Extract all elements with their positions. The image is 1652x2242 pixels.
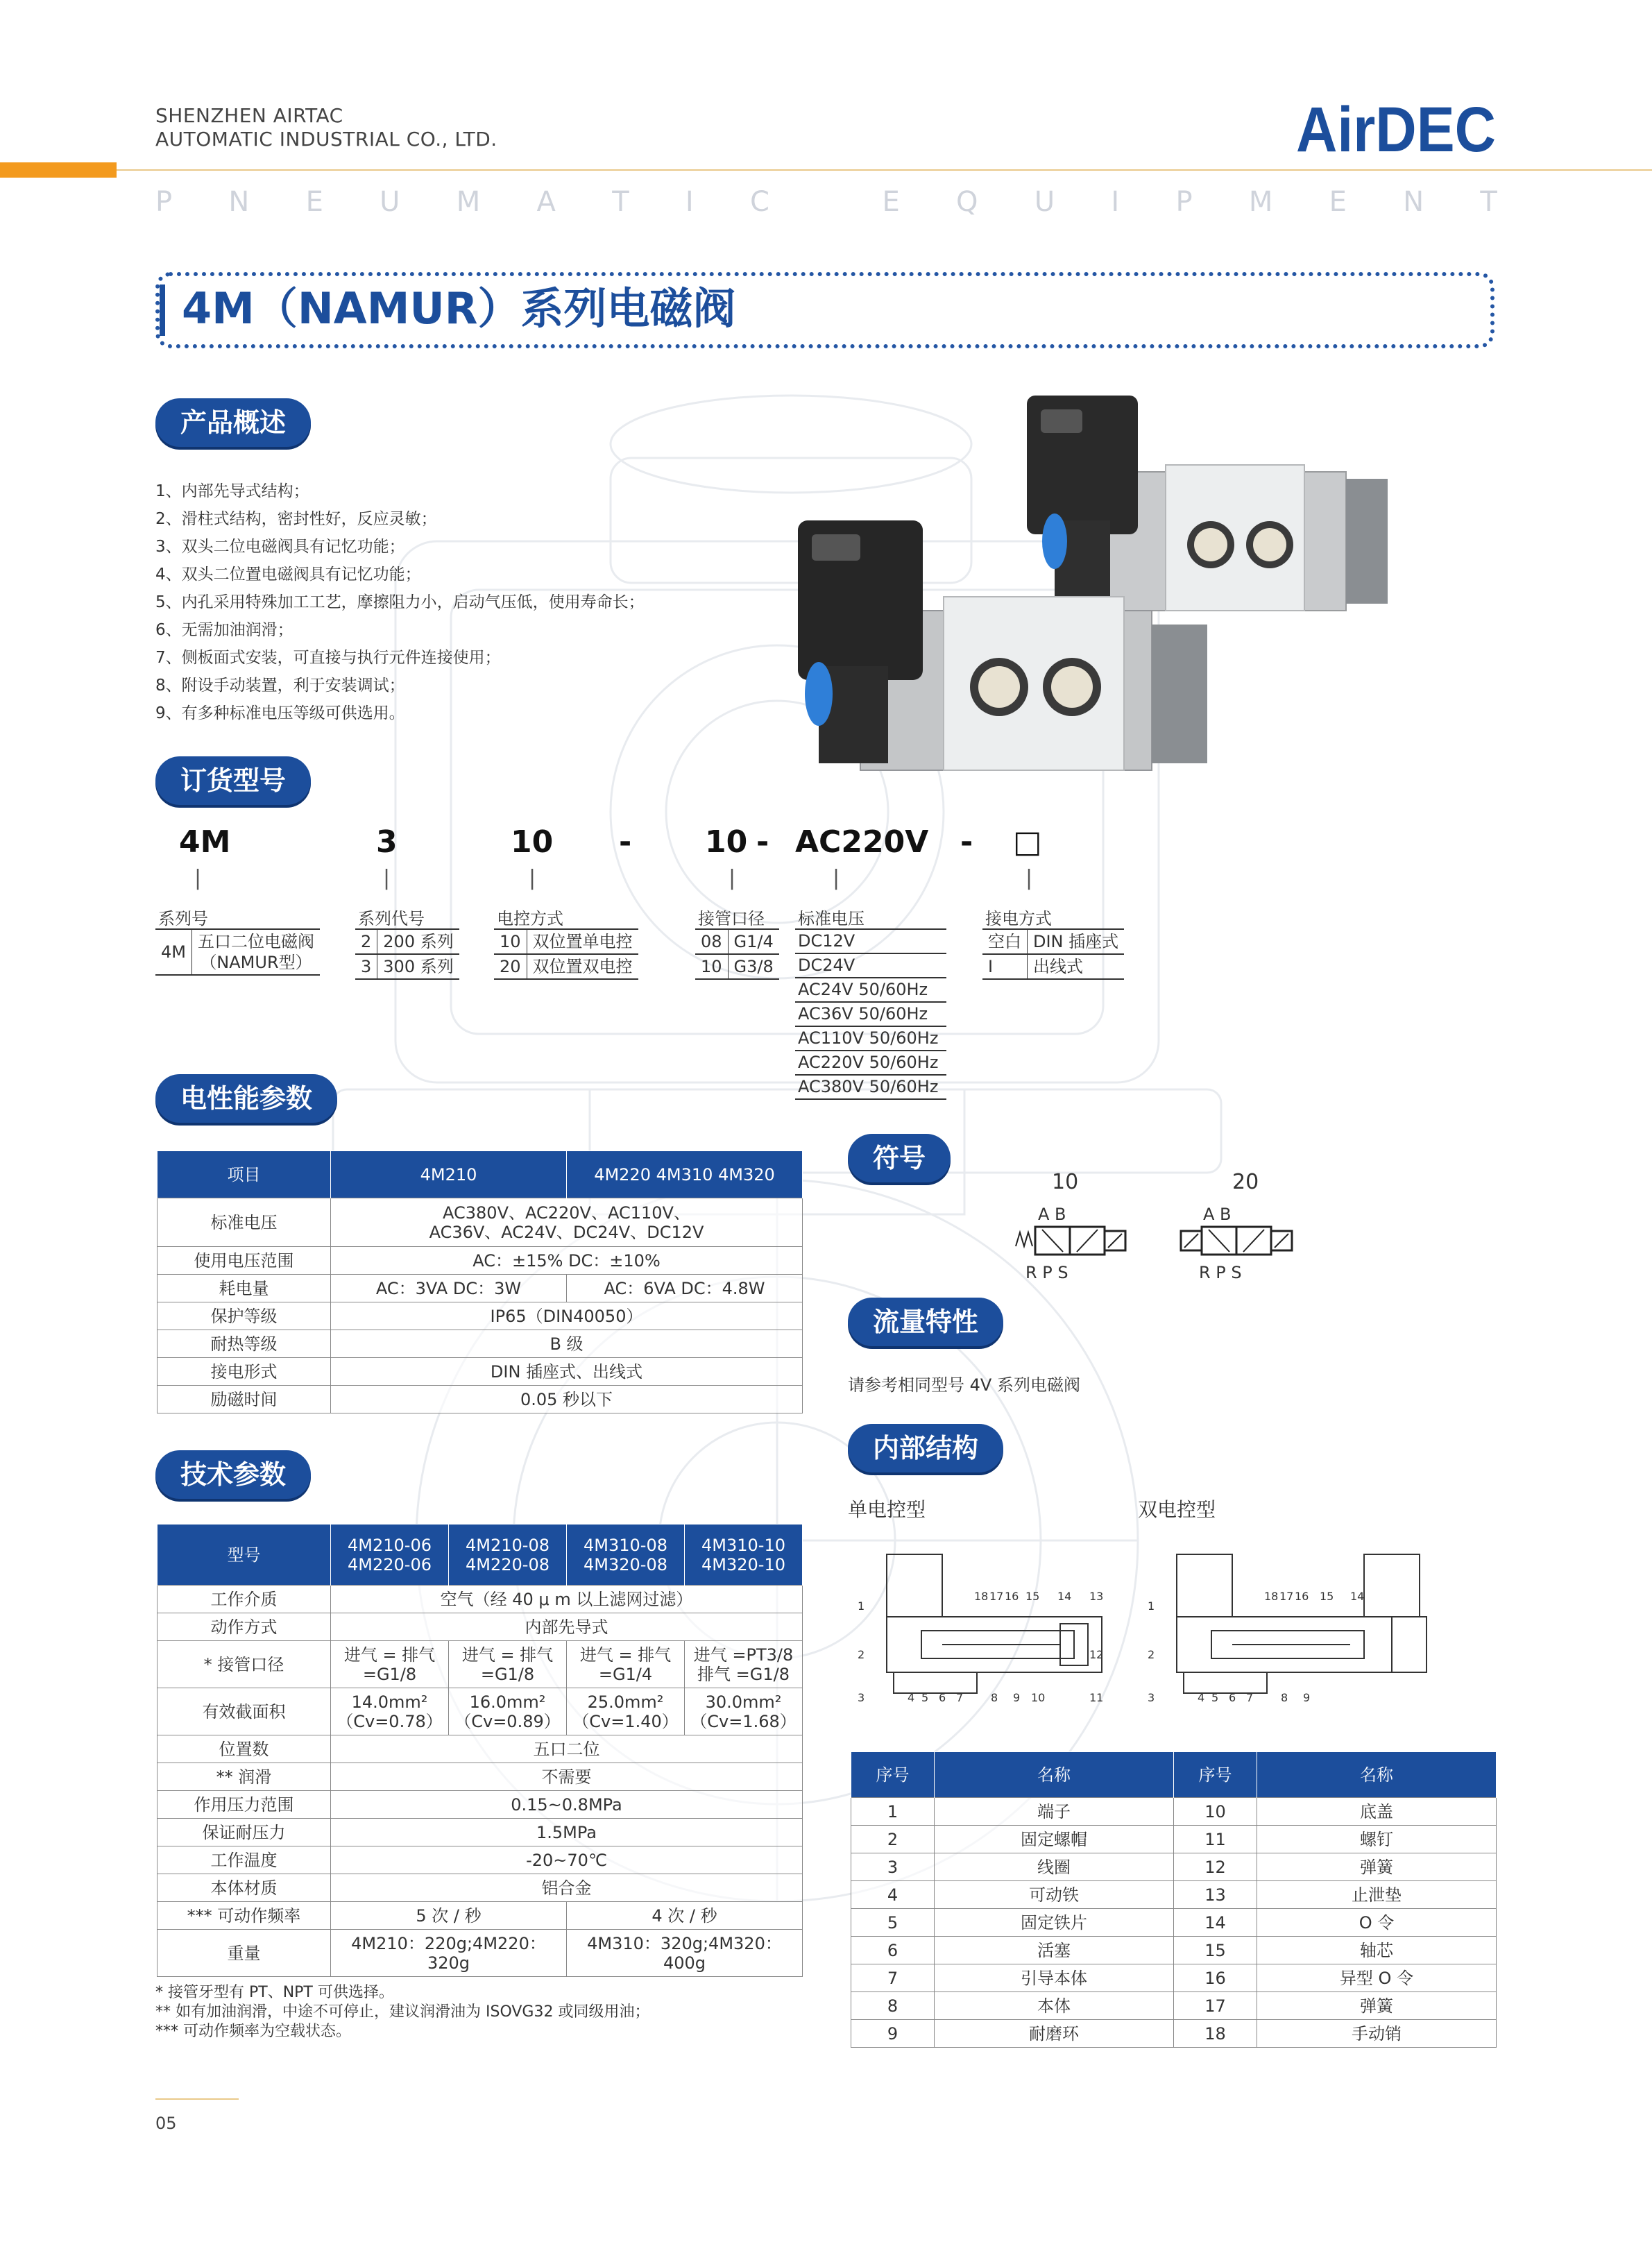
order-cell: 出线式 — [1028, 954, 1125, 979]
technical-header: 4M210-06 4M220-06 — [331, 1525, 449, 1586]
technical-value: 0.15~0.8MPa — [331, 1791, 803, 1819]
section-overview: 产品概述 — [155, 398, 311, 447]
tagline-letter: U — [380, 186, 400, 218]
electrical-label: 使用电压范围 — [157, 1247, 331, 1275]
tagline-letter: M — [456, 186, 481, 218]
order-control-head: 电控方式 — [497, 909, 563, 928]
symbol-rps: R P S — [1025, 1263, 1068, 1282]
technical-label: 重量 — [157, 1930, 331, 1977]
order-cell: 空白 — [982, 929, 1028, 954]
callout: 16 — [1295, 1590, 1309, 1603]
callout: 10 — [1031, 1691, 1046, 1704]
callout: 2 — [858, 1648, 865, 1661]
parts-cell: 底盖 — [1257, 1798, 1497, 1826]
technical-value: -20~70℃ — [331, 1846, 803, 1874]
structure-single-label: 单电控型 — [848, 1498, 926, 1521]
parts-cell: 4 — [851, 1881, 935, 1909]
symbol-ab: A B — [1038, 1206, 1066, 1224]
parts-cell: 5 — [851, 1909, 935, 1937]
parts-cell: 3 — [851, 1853, 935, 1881]
voltage-item: AC380V 50/60Hz — [795, 1076, 946, 1100]
electrical-table — [157, 1150, 803, 1413]
feature-item: 3、双头二位电磁阀具有记忆功能； — [155, 538, 405, 556]
order-port-table — [695, 928, 779, 980]
order-code-port: 10 — [705, 824, 748, 860]
order-cell: 200 系列 — [377, 929, 459, 954]
technical-value: 4 次 / 秒 — [567, 1902, 803, 1930]
section-structure: 内部结构 — [848, 1424, 1003, 1472]
order-cell: 双位置单电控 — [527, 929, 638, 954]
order-cell: 4M — [155, 929, 191, 975]
technical-table — [157, 1524, 803, 1977]
technical-value: 4M210：220g;4M220： 320g — [331, 1930, 567, 1977]
order-cell: 双位置双电控 — [527, 954, 638, 979]
callout: 5 — [921, 1691, 929, 1704]
electrical-value: AC：6VA DC：4.8W — [567, 1275, 803, 1302]
footer-rule — [155, 2098, 239, 2100]
technical-value: 进气 =PT3/8 排气 =G1/8 — [685, 1641, 803, 1688]
title-accent — [160, 285, 165, 336]
voltage-item: DC24V — [795, 954, 946, 978]
tagline-letter: E — [305, 186, 323, 218]
tagline-letter: I — [1111, 186, 1120, 218]
technical-header: 4M310-08 4M320-08 — [567, 1525, 685, 1586]
electrical-value: DIN 插座式、出线式 — [331, 1358, 803, 1386]
callout: 17 — [1279, 1590, 1294, 1603]
order-voltage-list — [795, 928, 946, 1100]
order-cell: 3 — [355, 954, 377, 979]
feature-item: 7、侧板面式安装，可直接与执行元件连接使用； — [155, 649, 501, 667]
technical-header: 型号 — [157, 1525, 331, 1586]
parts-cell: 15 — [1174, 1937, 1257, 1964]
voltage-item: AC36V 50/60Hz — [795, 1003, 946, 1027]
technical-value: 空气（经 40 μ m 以上滤网过滤） — [331, 1586, 803, 1613]
voltage-item: AC24V 50/60Hz — [795, 978, 946, 1003]
parts-table — [851, 1751, 1497, 2048]
technical-value: 5 次 / 秒 — [331, 1902, 567, 1930]
electrical-value: AC：3VA DC：3W — [331, 1275, 567, 1302]
valve-back — [1027, 396, 1388, 611]
order-tick: | — [194, 866, 202, 890]
order-cell: G3/8 — [728, 954, 779, 979]
tagline — [155, 186, 1497, 218]
electrical-label: 耗电量 — [157, 1275, 331, 1302]
callout: 1 — [1148, 1599, 1155, 1613]
callout: 17 — [989, 1590, 1004, 1603]
tagline-letter: Q — [956, 186, 978, 218]
technical-label: 工作介质 — [157, 1586, 331, 1613]
technical-value: 进气 = 排气 =G1/4 — [567, 1641, 685, 1688]
electrical-header: 4M210 — [331, 1151, 567, 1198]
callout: 3 — [1148, 1691, 1155, 1704]
technical-value: 不需要 — [331, 1763, 803, 1791]
technical-label: 有效截面积 — [157, 1688, 331, 1735]
order-code-series-code: 3 — [376, 824, 398, 860]
order-cell: G1/4 — [728, 929, 779, 954]
electrical-value: AC：±15% DC：±10% — [331, 1247, 803, 1275]
order-cell: 10 — [494, 929, 527, 954]
electrical-label: 耐热等级 — [157, 1330, 331, 1358]
parts-header: 序号 — [851, 1752, 935, 1798]
callout: 4 — [1198, 1691, 1205, 1704]
section-order: 订货型号 — [155, 756, 311, 805]
technical-label: * 接管口径 — [157, 1641, 331, 1688]
electrical-value: 0.05 秒以下 — [331, 1386, 803, 1413]
parts-header: 名称 — [935, 1752, 1174, 1798]
parts-cell: 9 — [851, 2020, 935, 2048]
feature-item: 6、无需加油润滑； — [155, 621, 293, 639]
order-code-series: 4M — [179, 824, 231, 860]
electrical-label: 接电形式 — [157, 1358, 331, 1386]
order-tick: | — [1025, 866, 1033, 890]
tagline-letter: P — [1175, 186, 1193, 218]
callout: 6 — [1229, 1691, 1236, 1704]
parts-cell: 弹簧 — [1257, 1992, 1497, 2020]
technical-label: 位置数 — [157, 1735, 331, 1763]
callout: 15 — [1320, 1590, 1334, 1603]
tagline-letter: N — [228, 186, 250, 218]
logo-text: AirDEC — [1296, 96, 1496, 160]
company-line-1: SHENZHEN AIRTAC — [155, 104, 343, 127]
order-cell: 五口二位电磁阀 （NAMUR型） — [191, 929, 320, 975]
callout: 5 — [1211, 1691, 1219, 1704]
technical-value: 4M310：320g;4M320：400g — [567, 1930, 803, 1977]
callout: 2 — [1148, 1648, 1155, 1661]
parts-cell: 螺钉 — [1257, 1826, 1497, 1853]
technical-value: 16.0mm² （Cv=0.89） — [449, 1688, 567, 1735]
callout: 7 — [956, 1691, 964, 1704]
parts-cell: 7 — [851, 1964, 935, 1992]
technical-label: 动作方式 — [157, 1613, 331, 1641]
technical-value: 1.5MPa — [331, 1819, 803, 1846]
electrical-value: B 级 — [331, 1330, 803, 1358]
section-flow: 流量特性 — [848, 1298, 1003, 1346]
order-connection-table — [982, 928, 1124, 980]
parts-cell: 11 — [1174, 1826, 1257, 1853]
parts-cell: 16 — [1174, 1964, 1257, 1992]
order-connection-head: 接电方式 — [985, 909, 1052, 928]
footnotes — [155, 1983, 649, 2041]
technical-label: 工作温度 — [157, 1846, 331, 1874]
parts-cell: 固定铁片 — [935, 1909, 1174, 1937]
voltage-item: AC110V 50/60Hz — [795, 1027, 946, 1051]
technical-value: 铝合金 — [331, 1874, 803, 1902]
technical-value: 30.0mm² （Cv=1.68） — [685, 1688, 803, 1735]
parts-header: 名称 — [1257, 1752, 1497, 1798]
tagline-letter: T — [1480, 186, 1497, 218]
order-series-head: 系列号 — [158, 909, 208, 928]
callout: 18 — [1264, 1590, 1279, 1603]
parts-cell: 弹簧 — [1257, 1853, 1497, 1881]
footnote: ** 如有加油润滑，中途不可停止，建议润滑油为 ISOVG32 或同级用油； — [155, 2003, 650, 2021]
order-port-head: 接管口径 — [698, 909, 765, 928]
technical-label: ** 润滑 — [157, 1763, 331, 1791]
feature-item: 2、滑柱式结构，密封性好，反应灵敏； — [155, 510, 437, 528]
order-tick: | — [729, 866, 736, 890]
tagline-letter: N — [1403, 186, 1424, 218]
callout: 9 — [1013, 1691, 1021, 1704]
order-control-table — [494, 928, 638, 980]
feature-item: 9、有多种标准电压等级可供选用。 — [155, 704, 405, 722]
parts-cell: 手动销 — [1257, 2020, 1497, 2048]
company-line-2: AUTOMATIC INDUSTRIAL CO., LTD. — [155, 128, 497, 151]
valve-symbol-single — [1014, 1206, 1146, 1282]
tagline-letter: C — [749, 186, 769, 218]
callout: 16 — [1005, 1590, 1019, 1603]
technical-label: 作用压力范围 — [157, 1791, 331, 1819]
feature-item: 4、双头二位置电磁阀具有记忆功能； — [155, 566, 421, 584]
callout: 8 — [1281, 1691, 1288, 1704]
parts-cell: 1 — [851, 1798, 935, 1826]
parts-cell: 引导本体 — [935, 1964, 1174, 1992]
order-tick: | — [833, 866, 840, 890]
parts-cell: 2 — [851, 1826, 935, 1853]
technical-header: 4M210-08 4M220-08 — [449, 1525, 567, 1586]
parts-cell: O 令 — [1257, 1909, 1497, 1937]
order-tick: | — [383, 866, 391, 890]
parts-cell: 耐磨环 — [935, 2020, 1174, 2048]
parts-cell: 轴芯 — [1257, 1937, 1497, 1964]
callout: 12 — [1089, 1648, 1104, 1661]
tagline-letter: A — [536, 186, 556, 218]
callout: 13 — [1089, 1590, 1104, 1603]
electrical-label: 标准电压 — [157, 1198, 331, 1247]
electrical-value: IP65（DIN40050） — [331, 1302, 803, 1330]
airdec-logo — [1296, 96, 1497, 160]
voltage-item: DC12V — [795, 930, 946, 954]
technical-label: 保证耐压力 — [157, 1819, 331, 1846]
parts-header: 序号 — [1174, 1752, 1257, 1798]
parts-cell: 活塞 — [935, 1937, 1174, 1964]
technical-value: 14.0mm² （Cv=0.78） — [331, 1688, 449, 1735]
order-code-dash: - — [619, 824, 632, 860]
parts-cell: 可动铁 — [935, 1881, 1174, 1909]
structure-double-label: 双电控型 — [1138, 1498, 1216, 1521]
parts-cell: 8 — [851, 1992, 935, 2020]
feature-item: 1、内部先导式结构； — [155, 482, 309, 500]
callout: 18 — [974, 1590, 989, 1603]
parts-cell: 本体 — [935, 1992, 1174, 2020]
technical-label: 本体材质 — [157, 1874, 331, 1902]
symbol-label-10: 10 — [1052, 1170, 1079, 1194]
feature-item: 5、内孔采用特殊加工工艺，摩擦阻力小，启动气压低，使用寿命长； — [155, 593, 645, 611]
tagline-letter: E — [882, 186, 900, 218]
tagline-letter: M — [1248, 186, 1273, 218]
page-number: 05 — [155, 2114, 177, 2133]
technical-value: 进气 = 排气 =G1/8 — [331, 1641, 449, 1688]
technical-label: *** 可动作频率 — [157, 1902, 331, 1930]
technical-value: 25.0mm² （Cv=1.40） — [567, 1688, 685, 1735]
section-technical: 技术参数 — [155, 1450, 311, 1499]
callout: 11 — [1089, 1691, 1104, 1704]
order-code-voltage: AC220V — [795, 824, 929, 860]
product-image — [777, 389, 1471, 777]
parts-cell: 12 — [1174, 1853, 1257, 1881]
parts-cell: 固定螺帽 — [935, 1826, 1174, 1853]
symbol-rps: R P S — [1199, 1263, 1242, 1282]
tagline-letter: P — [155, 186, 173, 218]
parts-cell: 18 — [1174, 2020, 1257, 2048]
flow-reference-text: 请参考相同型号 4V 系列电磁阀 — [848, 1375, 1080, 1395]
structure-single-diagram — [852, 1547, 1123, 1707]
callout: 14 — [1057, 1590, 1072, 1603]
parts-cell: 14 — [1174, 1909, 1257, 1937]
order-cell: 10 — [695, 954, 728, 979]
order-cell: 2 — [355, 929, 377, 954]
section-electrical: 电性能参数 — [155, 1074, 337, 1123]
technical-value: 进气 = 排气 =G1/8 — [449, 1641, 567, 1688]
company-name — [155, 104, 497, 151]
order-series-code-table — [355, 928, 459, 980]
order-tick: | — [529, 866, 536, 890]
technical-value: 五口二位 — [331, 1735, 803, 1763]
technical-value: 内部先导式 — [331, 1613, 803, 1641]
parts-cell: 线圈 — [935, 1853, 1174, 1881]
parts-cell: 端子 — [935, 1798, 1174, 1826]
electrical-header: 4M220 4M310 4M320 — [567, 1151, 803, 1198]
footnote: * 接管牙型有 PT、NPT 可供选择。 — [155, 1984, 394, 2001]
parts-cell: 17 — [1174, 1992, 1257, 2020]
tagline-letter: T — [612, 186, 629, 218]
electrical-label: 励磁时间 — [157, 1386, 331, 1413]
order-code-control: 10 — [511, 824, 554, 860]
callout: 14 — [1350, 1590, 1365, 1603]
section-symbol: 符号 — [848, 1134, 951, 1182]
order-series-code-head: 系列代号 — [358, 909, 425, 928]
symbol-ab: A B — [1203, 1206, 1232, 1224]
callout: 8 — [991, 1691, 998, 1704]
order-series-table — [155, 928, 320, 976]
order-code-dash: - — [756, 824, 769, 860]
parts-cell: 13 — [1174, 1881, 1257, 1909]
footnote: *** 可动作频率为空载状态。 — [155, 2023, 351, 2040]
callout: 6 — [939, 1691, 946, 1704]
callout: 15 — [1025, 1590, 1040, 1603]
callout: 7 — [1246, 1691, 1254, 1704]
voltage-item: AC220V 50/60Hz — [795, 1051, 946, 1076]
callout: 1 — [858, 1599, 865, 1613]
parts-cell: 10 — [1174, 1798, 1257, 1826]
feature-list — [155, 477, 645, 727]
electrical-header: 项目 — [157, 1151, 331, 1198]
order-cell: 08 — [695, 929, 728, 954]
structure-double-diagram — [1142, 1547, 1447, 1707]
order-code-dash: - — [960, 824, 973, 860]
parts-cell: 6 — [851, 1937, 935, 1964]
header-accent-bar — [0, 162, 117, 178]
page-title: 4M（NAMUR）系列电磁阀 — [182, 283, 736, 334]
callout: 9 — [1303, 1691, 1311, 1704]
order-cell: I — [982, 954, 1028, 979]
parts-cell: 止泄垫 — [1257, 1881, 1497, 1909]
tagline-letter: E — [1329, 186, 1347, 218]
order-voltage-head: 标准电压 — [798, 909, 865, 928]
electrical-value: AC380V、AC220V、AC110V、 AC36V、AC24V、DC24V、DC12V — [331, 1198, 803, 1247]
valve-symbol-double — [1180, 1206, 1311, 1282]
parts-cell: 异型 O 令 — [1257, 1964, 1497, 1992]
order-cell: DIN 插座式 — [1028, 929, 1125, 954]
symbol-label-20: 20 — [1232, 1170, 1259, 1194]
order-cell: 20 — [494, 954, 527, 979]
callout: 3 — [858, 1691, 865, 1704]
technical-header: 4M310-10 4M320-10 — [685, 1525, 803, 1586]
feature-item: 8、附设手动装置，利于安装调试； — [155, 677, 405, 695]
order-code-connection: □ — [1013, 824, 1042, 860]
order-cell: 300 系列 — [377, 954, 459, 979]
electrical-label: 保护等级 — [157, 1302, 331, 1330]
tagline-letter: U — [1034, 186, 1055, 218]
tagline-letter: I — [685, 186, 694, 218]
header-rule — [117, 169, 1652, 171]
callout: 4 — [908, 1691, 915, 1704]
